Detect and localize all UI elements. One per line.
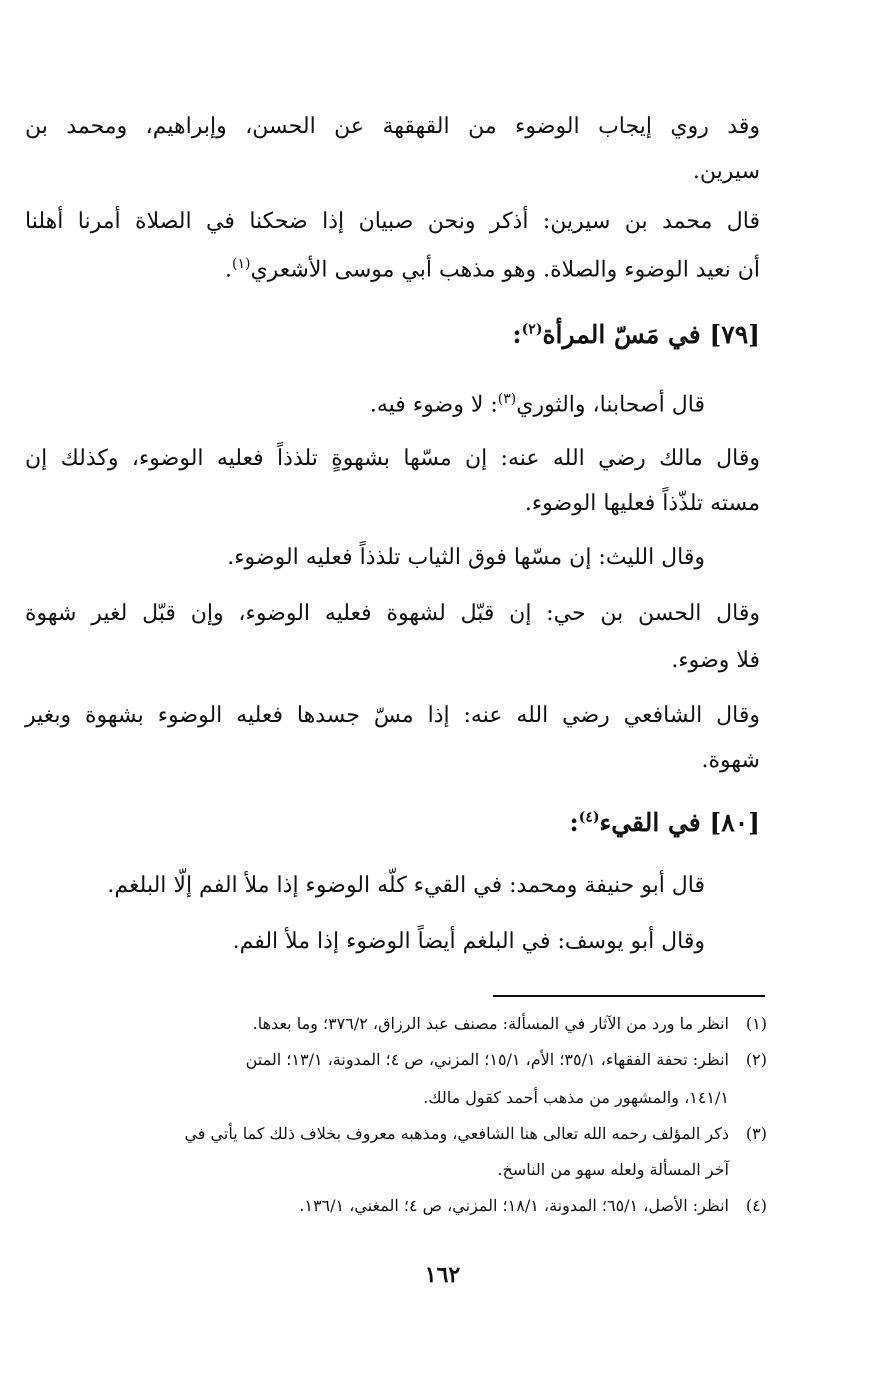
- paragraph-6-line-1: وقال الحسن بن حي: إن قبّل لشهوة فعليه الوضوء، وإن قبّل لغير شهوة: [25, 601, 760, 626]
- footnote-2-number: (٢): [745, 1050, 767, 1069]
- heading-80-text: [٨٠] في القيء: [599, 808, 760, 837]
- footnote-1-text: انظر ما ورد من الآثار في المسألة: مصنف عبد الرزاق، ٣٧٦/٢؛ وما بعدها.: [252, 1014, 729, 1033]
- footnote-3-line-1: [184, 1126, 767, 1142]
- paragraph-4-line-2: مسته تلذّذاً فعليها الوضوء.: [524, 491, 760, 516]
- page-number: ١٦٢: [424, 1262, 461, 1288]
- footnote-1-number: (١): [745, 1014, 767, 1033]
- paragraph-8: قال أبو حنيفة ومحمد: في القيء كلّه الوضوء إذا ملأ الفم إلّا البلغم.: [107, 873, 705, 898]
- paragraph-3: [370, 392, 705, 416]
- footnote-4: [299, 1198, 767, 1214]
- paragraph-7-line-2: شهوة.: [701, 748, 760, 773]
- footnote-3-text: ذكر المؤلف رحمه الله تعالى هنا الشافعي، ومذهبه معروف بخلاف ذلك كما يأتي في: [184, 1124, 729, 1143]
- paragraph-2-line-1: قال محمد بن سيرين: أذكر ونحن صبيان إذا ضحكنا في الصلاة أمرنا أهلنا: [25, 209, 760, 234]
- footnote-1: [253, 1016, 767, 1032]
- heading-79-text: [٧٩] في مَسّ المرأة: [542, 320, 760, 349]
- footnote-ref-4: (٤): [578, 809, 600, 826]
- section-heading-80: [569, 810, 760, 835]
- footnote-4-text: انظر: الأصل، ٦٥/١؛ المدونة، ١٨/١؛ المزني، ص ٤؛ المغني، ١٣٦/١.: [299, 1196, 729, 1215]
- paragraph-4-line-1: وقال مالك رضي الله عنه: إن مسّها بشهوةٍ تلذذاً فعليه الوضوء، وكذلك إن: [25, 446, 760, 471]
- footnote-2-text: انظر: تحفة الفقهاء، ٣٥/١؛ الأم، ١٥/١؛ المزني، ص ٤؛ المدونة، ١٣/١؛ المتن: [245, 1050, 729, 1069]
- paragraph-3-text: قال أصحابنا، والثوري: [516, 392, 705, 418]
- heading-79-colon: :: [512, 320, 522, 349]
- section-heading-79: [512, 322, 760, 347]
- footnote-separator: [493, 995, 765, 997]
- paragraph-6-line-2: فلا وضوء.: [671, 648, 760, 673]
- footnote-3-number: (٣): [745, 1124, 767, 1143]
- paragraph-3-end: : لا وضوء فيه.: [369, 392, 498, 418]
- footnote-ref-1: (١): [231, 256, 251, 272]
- paragraph-7-line-1: وقال الشافعي رضي الله عنه: إذا مسّ جسدها فعليه الوضوء بشهوة وبغير: [25, 703, 760, 728]
- paragraph-2-end: .: [224, 257, 232, 283]
- heading-80-colon: :: [569, 808, 579, 837]
- paragraph-5: وقال الليث: إن مسّها فوق الثياب تلذذاً فعليه الوضوء.: [227, 545, 705, 570]
- paragraph-2-text: أن نعيد الوضوء والصلاة. وهو مذهب أبي موسى الأشعري: [250, 257, 760, 283]
- paragraph-1-line-1: وقد روي إيجاب الوضوء من القهقهة عن الحسن، وإبراهيم، ومحمد بن: [25, 114, 760, 139]
- footnote-2-line-2: ١٤١/١، والمشهور من مذهب أحمد كقول مالك.: [423, 1088, 729, 1107]
- paragraph-2-line-2: [225, 257, 760, 281]
- paragraph-9: وقال أبو يوسف: في البلغم أيضاً الوضوء إذا ملأ الفم.: [232, 929, 705, 954]
- footnote-2-line-1: [246, 1052, 767, 1068]
- footnote-ref-2: (٢): [521, 321, 543, 338]
- footnote-4-number: (٤): [745, 1196, 767, 1215]
- paragraph-1-line-2: سيرين.: [692, 159, 760, 184]
- footnote-ref-3: (٣): [497, 391, 517, 407]
- footnote-3-line-2: آخر المسألة ولعله سهو من الناسخ.: [497, 1160, 729, 1179]
